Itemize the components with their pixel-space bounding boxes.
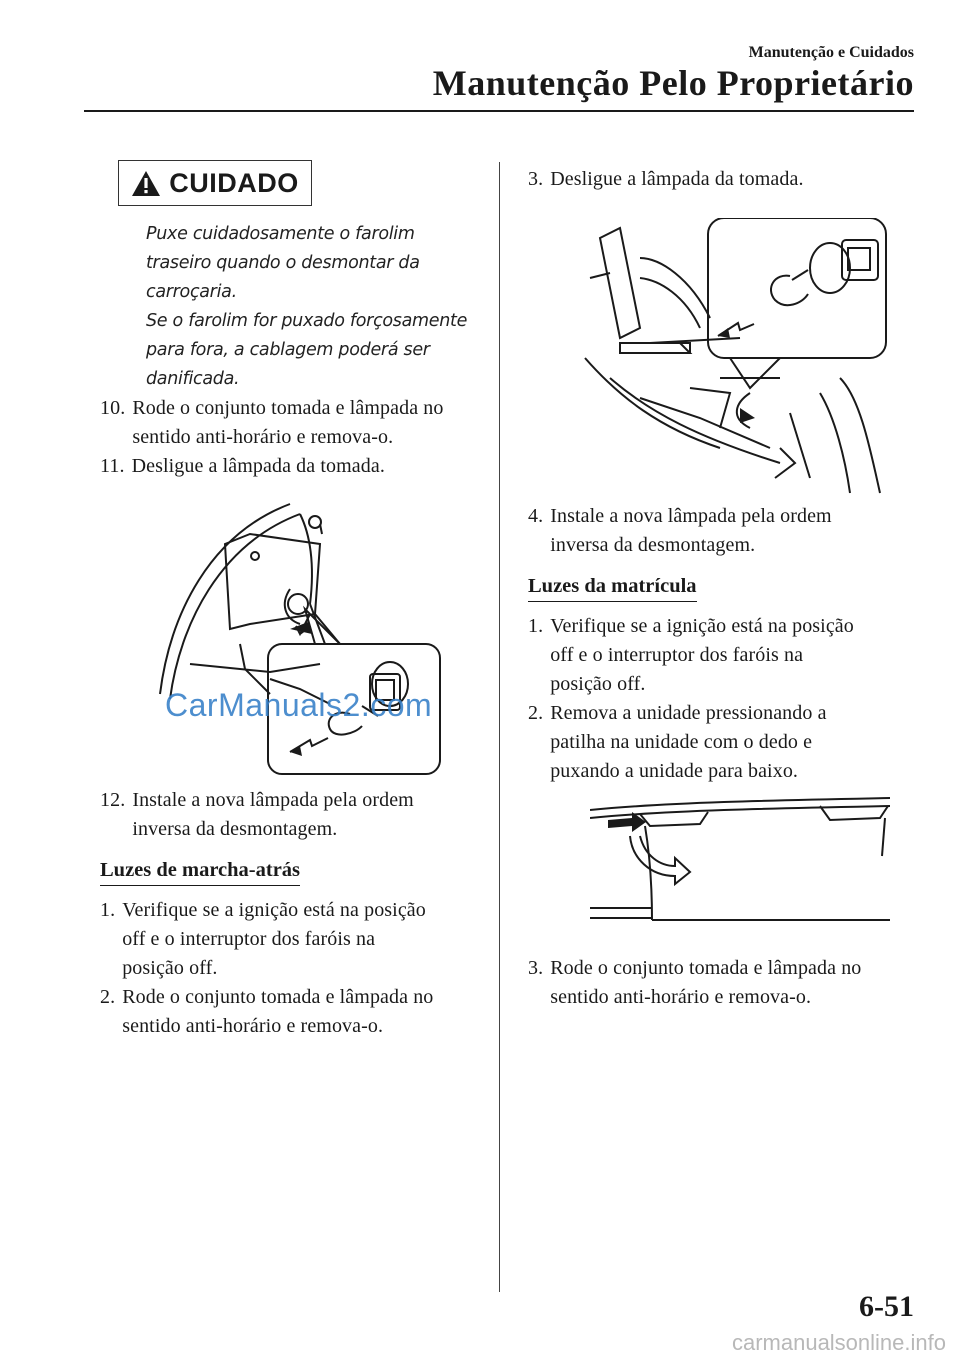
caution-line: traseiro quando o desmontar da [146, 253, 420, 273]
step-line: sentido anti-horário e remova-o. [122, 1015, 384, 1037]
step-number: 10. [100, 397, 126, 419]
step-1 [528, 612, 918, 699]
caution-line: carroçaria. [146, 282, 237, 302]
step-number: 1. [528, 615, 544, 637]
step-line: Rode o conjunto tomada e lâmpada no [132, 397, 444, 419]
subheading-reverse-lights: Luzes de marcha-atrás [100, 856, 300, 886]
reverse-lamp-socket-figure [580, 218, 890, 498]
step-11 [100, 452, 476, 481]
step-2 [528, 699, 918, 786]
step-line: sentido anti-horário e remova-o. [550, 986, 812, 1008]
caution-label: CUIDADO [169, 167, 299, 198]
left-column-lower [100, 786, 476, 1041]
step-line: off e o interruptor dos faróis na [550, 644, 804, 666]
tail-lamp-socket-figure [150, 494, 450, 784]
watermark-carmanualsonline: carmanualsonline.info [731, 1330, 946, 1355]
step-3-license [528, 954, 918, 1012]
step-number: 12. [100, 789, 126, 811]
caution-box [118, 160, 312, 206]
caution-line: danificada. [146, 369, 240, 389]
step-line: Remova a unidade pressionando a [550, 702, 827, 724]
step-number: 1. [100, 899, 116, 921]
caution-line: para fora, a cablagem poderá ser [146, 340, 430, 360]
step-line: inversa da desmontagem. [132, 818, 338, 840]
step-number: 4. [528, 505, 544, 527]
step-line: Verifique se a ignição está na posição [550, 615, 854, 637]
step-line: Instale a nova lâmpada pela ordem [132, 789, 414, 811]
step-line: Rode o conjunto tomada e lâmpada no [122, 986, 434, 1008]
step-line: posição off. [550, 673, 646, 695]
step-line: posição off. [122, 957, 218, 979]
step-2 [100, 983, 476, 1041]
watermark-carmanuals2: CarManuals2.com [165, 687, 433, 723]
step-line: sentido anti-horário e remova-o. [132, 426, 394, 448]
subheading-license-plate-lights: Luzes da matrícula [528, 572, 697, 602]
step-line: off e o interruptor dos faróis na [122, 928, 376, 950]
right-column-mid [528, 502, 918, 786]
column-divider [499, 162, 500, 1292]
step-number: 3. [528, 957, 544, 979]
step-line: Desligue a lâmpada da tomada. [131, 455, 385, 477]
step-line: Rode o conjunto tomada e lâmpada no [550, 957, 862, 979]
step-3 [528, 165, 918, 194]
step-10 [100, 394, 476, 452]
caution-line: Puxe cuidadosamente o farolim [146, 224, 415, 244]
step-line: Desligue a lâmpada da tomada. [550, 168, 804, 190]
step-number: 2. [528, 702, 544, 724]
step-1 [100, 896, 476, 983]
page-title: Manutenção Pelo Proprietário [432, 63, 914, 103]
step-4 [528, 502, 918, 560]
step-line: patilha na unidade com o dedo e [550, 731, 813, 753]
section-title: Manutenção e Cuidados [748, 44, 914, 61]
license-plate-lamp-figure [590, 796, 890, 926]
step-line: Instale a nova lâmpada pela ordem [550, 505, 832, 527]
caution-text [116, 220, 476, 394]
step-number: 2. [100, 986, 116, 1008]
warning-triangle-icon [131, 170, 161, 197]
step-number: 11. [100, 455, 125, 477]
left-column [100, 160, 476, 481]
right-column-lower [528, 954, 918, 1012]
step-line: Verifique se a ignição está na posição [122, 899, 426, 921]
step-line: puxando a unidade para baixo. [550, 760, 799, 782]
step-line: inversa da desmontagem. [550, 534, 756, 556]
header-divider [84, 110, 914, 112]
caution-line: Se o farolim for puxado forçosamente [146, 311, 468, 331]
step-12 [100, 786, 476, 844]
right-column [528, 165, 918, 194]
step-number: 3. [528, 168, 544, 190]
page-number: 6-51 [859, 1290, 914, 1323]
